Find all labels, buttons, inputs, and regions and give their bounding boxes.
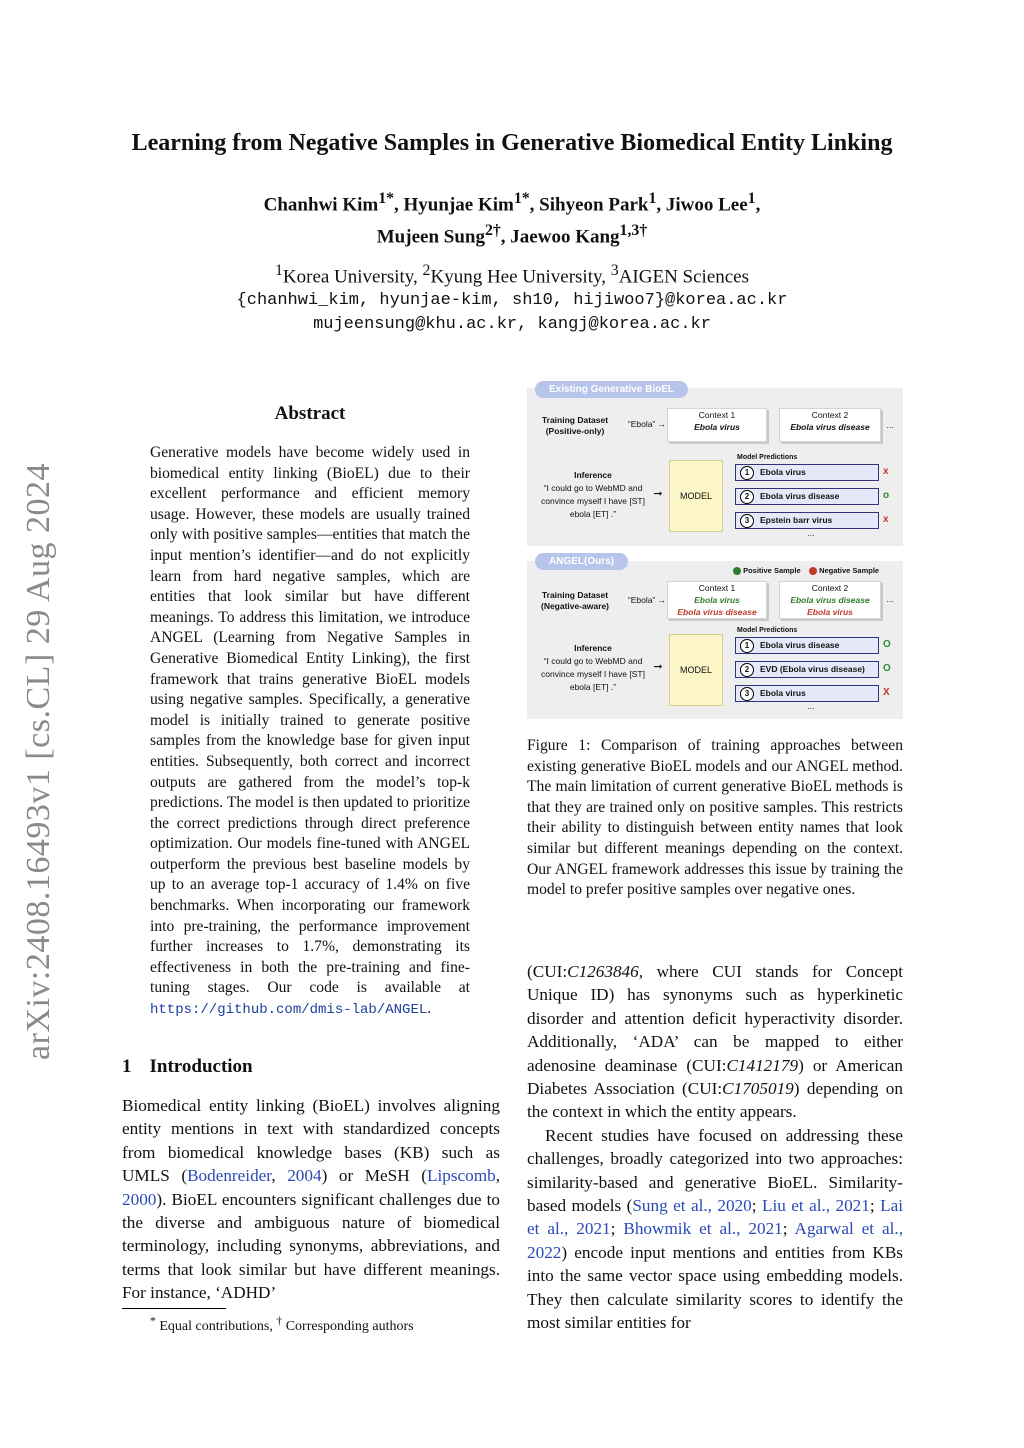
authors-line-1: Chanhwi Kim$^{1*}$, Hyunjae Kim$^{1*}$, Sihyeon Park$^1$, Jiwoo Lee$^1$,	[263, 190, 761, 216]
emails-line-2: mujeensung@khu.ac.kr, kangj@korea.ac.kr	[313, 315, 711, 335]
emails-line-1: {chanhwi_kim, hyunjae-kim, sh10, hijiwoo7}@korea.ac.kr	[236, 291, 788, 311]
citation-year-link[interactable]: 2000	[122, 1189, 157, 1209]
citation-link[interactable]: Bodenreider	[187, 1166, 272, 1186]
citation-link[interactable]: Bhowmik et al., 2021	[623, 1219, 783, 1239]
citation-link[interactable]: Liu et al., 2021	[761, 1196, 870, 1216]
citation-link[interactable]: Lipscomb	[426, 1166, 496, 1186]
affiliations	[0, 259, 1024, 337]
prediction-row: 1 Ebola virus disease	[735, 637, 879, 654]
inference-text: “I could go to WebMD and convince myself I have [ST] ebola [ET] .”	[541, 483, 645, 519]
footnote	[150, 1314, 414, 1335]
incorrect-mark: X	[883, 687, 890, 698]
footnote-line: * Equal contributions, † Corresponding authors	[150, 1314, 414, 1334]
footnote-rule	[122, 1308, 226, 1309]
mention-label: “Ebola” →	[627, 419, 667, 429]
training-dataset-label: Training Dataset (Negative-aware)	[540, 590, 610, 611]
prediction-row: 1 Ebola virus	[735, 464, 879, 481]
inference-label: Inference	[574, 470, 612, 480]
correct-mark: O	[883, 639, 891, 650]
section-heading-introduction	[122, 1056, 253, 1078]
right-column-body	[527, 960, 903, 1335]
context-1-box: Context 1 Ebola virus	[667, 408, 767, 442]
section-number: 1	[122, 1056, 132, 1077]
citation-link[interactable]: Agarwal et al., 2022	[527, 1219, 903, 1262]
panel-label-angel: ANGEL(Ours)	[535, 553, 628, 570]
negative-dot-icon	[809, 567, 817, 575]
prediction-row: 2 EVD (Ebola virus disease)	[735, 661, 879, 678]
citation-link[interactable]: Lai et al., 2021	[527, 1196, 903, 1239]
section-title: Introduction	[149, 1056, 253, 1077]
prediction-row: 3 Ebola virus	[735, 685, 879, 702]
incorrect-mark: x	[883, 466, 889, 477]
abstract-body: Generative models have become widely used in biomedical entity linking (BioEL) due to their excellent performance and efficient memory usage. However, these models are usually trained only with positive samples—entities that match the input mention’s identifier—and do not explicitly learn from hard negative samples, which are entities that look similar but have different meanings. To address this limitation, we introduce ANGEL (Learning from Negative Samples in Generative Biomedical Entity Linking), the first framework that trains generative BioEL models using negative samples. Specifically, a generative model is initially trained to generate positive samples from the knowledge base for given input entities. Subsequently, both correct and incorrect outputs are gathered from the model’s top-k predictions. The model is then updated to prioritize the correct predictions through direct preference optimization. Our models fine-tuned with ANGEL outperform the previous best baseline models by up to an average top-1 accuracy of 1.4% on five benchmarks. When incorporating our framework into pre-training, the performance improvement further increases to 1.7%, demonstrating its effectiveness in both the pre-training and fine-tuning stages. Our code is available at https://github.com/dmis-lab/ANGEL.	[150, 444, 470, 1019]
correct-mark: O	[883, 663, 891, 674]
arxiv-identifier: arXiv:2408.16493v1 [cs.CL] 29 Aug 2024	[20, 463, 57, 1060]
figure-1: Existing Generative BioEL Training Dataset (Positive-only) “Ebola” → Context 1 Ebola virus Context 2 Ebola virus disease ... Inference “I could go to WebMD and convince myself I have [ST] ebola [ET] .” ➞ MODEL Model Predictions 1 Ebola virus x 2 Ebola virus disease o 3 Epstein barr virus x ... ANGEL(Ours) Positive Sample Negative Sample Training Dataset (Negative-aware) “Ebola” → Context 1 Ebola virus Ebola virus disease Context 2 Ebola virus disease Ebola virus ... Inference “I could go to WebMD and convince myself I have [ST] ebola [ET] .” ➞ MODEL Model Predictions 1 Ebola virus disease O 2 EVD (Ebola virus disease) O 3 Ebola virus X ...	[527, 378, 903, 720]
citation-year-link[interactable]: 2004	[287, 1166, 322, 1186]
paragraph: (CUI:C1263846, where CUI stands for Concept Unique ID) has synonyms such as hyperkinetic disorder and attention deficit hyperactivity disorder. Additionally, ‘ADA’ can be mapped to either adenosine deaminase (CUI:C1412179) or American Diabetes Association (CUI:C1705019) depending on the context in which the entity appears.	[527, 962, 903, 1122]
code-link[interactable]: https://github.com/dmis-lab/ANGEL	[150, 1002, 428, 1019]
training-dataset-label: Training Dataset (Positive-only)	[541, 415, 609, 436]
incorrect-mark: x	[883, 514, 889, 525]
model-box: MODEL	[669, 634, 723, 706]
prediction-row: 3 Epstein barr virus	[735, 512, 879, 529]
abstract-text: Generative models have become widely used in biomedical entity linking (BioEL) due to their excellent performance and efficient memory usage. However, these models are usually trained only with positive samples—entities that match the input mention’s identifier—and do not explicitly learn from hard negative samples, which are entities that look similar but have different meanings. To address this limitation, we introduce ANGEL (Learning from Negative Samples in Generative Biomedical Entity Linking), the first framework that trains generative BioEL models using negative samples. Specifically, a generative model is initially trained to generate positive samples from the knowledge base for given input entities. Subsequently, both correct and incorrect outputs are gathered from the model’s top-k predictions. The model is then updated to prioritize the correct predictions through direct preference optimization. Our models fine-tuned with ANGEL outperform the previous best baseline models by up to an average top-1 accuracy of 1.4% on five benchmarks. When incorporating our framework into pre-training, the performance improvement further increases to 1.7%, demonstrating its effectiveness in both the pre-training and fine-tuning stages. Our code is available at	[150, 444, 470, 997]
inference-text: “I could go to WebMD and convince myself I have [ST] ebola [ET] .”	[541, 656, 645, 692]
positive-dot-icon	[733, 567, 741, 575]
intro-paragraph: Biomedical entity linking (BioEL) involves aligning entity mentions in text with standardized concepts from biomedical knowledge bases (KB) such as UMLS (Bodenreider, 2004) or MeSH (Lipscomb, 2000). BioEL encounters significant challenges due to the diverse and ambiguous nature of biomedical terminology, including synonyms, abbreviations, and terms that look similar but have different meanings. For instance, ‘ADHD’	[122, 1096, 500, 1303]
arrow-icon: ➞	[653, 661, 663, 673]
paper-title: Learning from Negative Samples in Generative Biomedical Entity Linking	[131, 130, 893, 156]
paragraph: Recent studies have focused on addressing these challenges, broadly categorized into two approaches: similarity-based and generative BioEL. Similarity-based models (Sung et al., 2020; Liu et al., 2021; Lai et al., 2021; Bhowmik et al., 2021; Agarwal et al., 2022) encode input mentions and entities from KBs into the same vector space using embedding models. They then calculate similarity scores to identify the most similar entities for	[527, 1125, 903, 1333]
context-2-box: Context 2 Ebola virus disease Ebola virus	[779, 581, 881, 619]
inference-label: Inference	[574, 643, 612, 653]
authors-line-2: Mujeen Sung$^{2\dagger}$, Jaewoo Kang$^{1,3\dagger}$	[376, 222, 648, 248]
figure-caption: Figure 1: Comparison of training approaches between existing generative BioEL models and our ANGEL method. The main limitation of current generative BioEL methods is that they are trained only on positive samples. This restricts their ability to distinguish between entity names that look similar but different meanings depending on the context. Our ANGEL framework addresses this issue by training the model to prefer positive samples over negative ones.	[527, 737, 903, 899]
context-1-box: Context 1 Ebola virus Ebola virus disease	[667, 581, 767, 619]
abstract-heading: Abstract	[274, 403, 346, 424]
model-box: MODEL	[669, 460, 723, 532]
correct-mark: o	[883, 490, 890, 501]
arrow-icon: ➞	[653, 488, 663, 500]
panel-label-existing: Existing Generative BioEL	[535, 381, 688, 398]
affiliation-line: $^1$Korea University, $^2$Kyung Hee University, $^3$AIGEN Sciences	[274, 262, 750, 288]
context-2-box: Context 2 Ebola virus disease	[779, 408, 881, 442]
author-list	[0, 186, 1024, 251]
mention-label: “Ebola” →	[627, 595, 667, 605]
citation-link[interactable]: Sung et al., 2020	[632, 1196, 752, 1216]
prediction-row: 2 Ebola virus disease	[735, 488, 879, 505]
legend: Positive Sample Negative Sample	[733, 565, 903, 576]
